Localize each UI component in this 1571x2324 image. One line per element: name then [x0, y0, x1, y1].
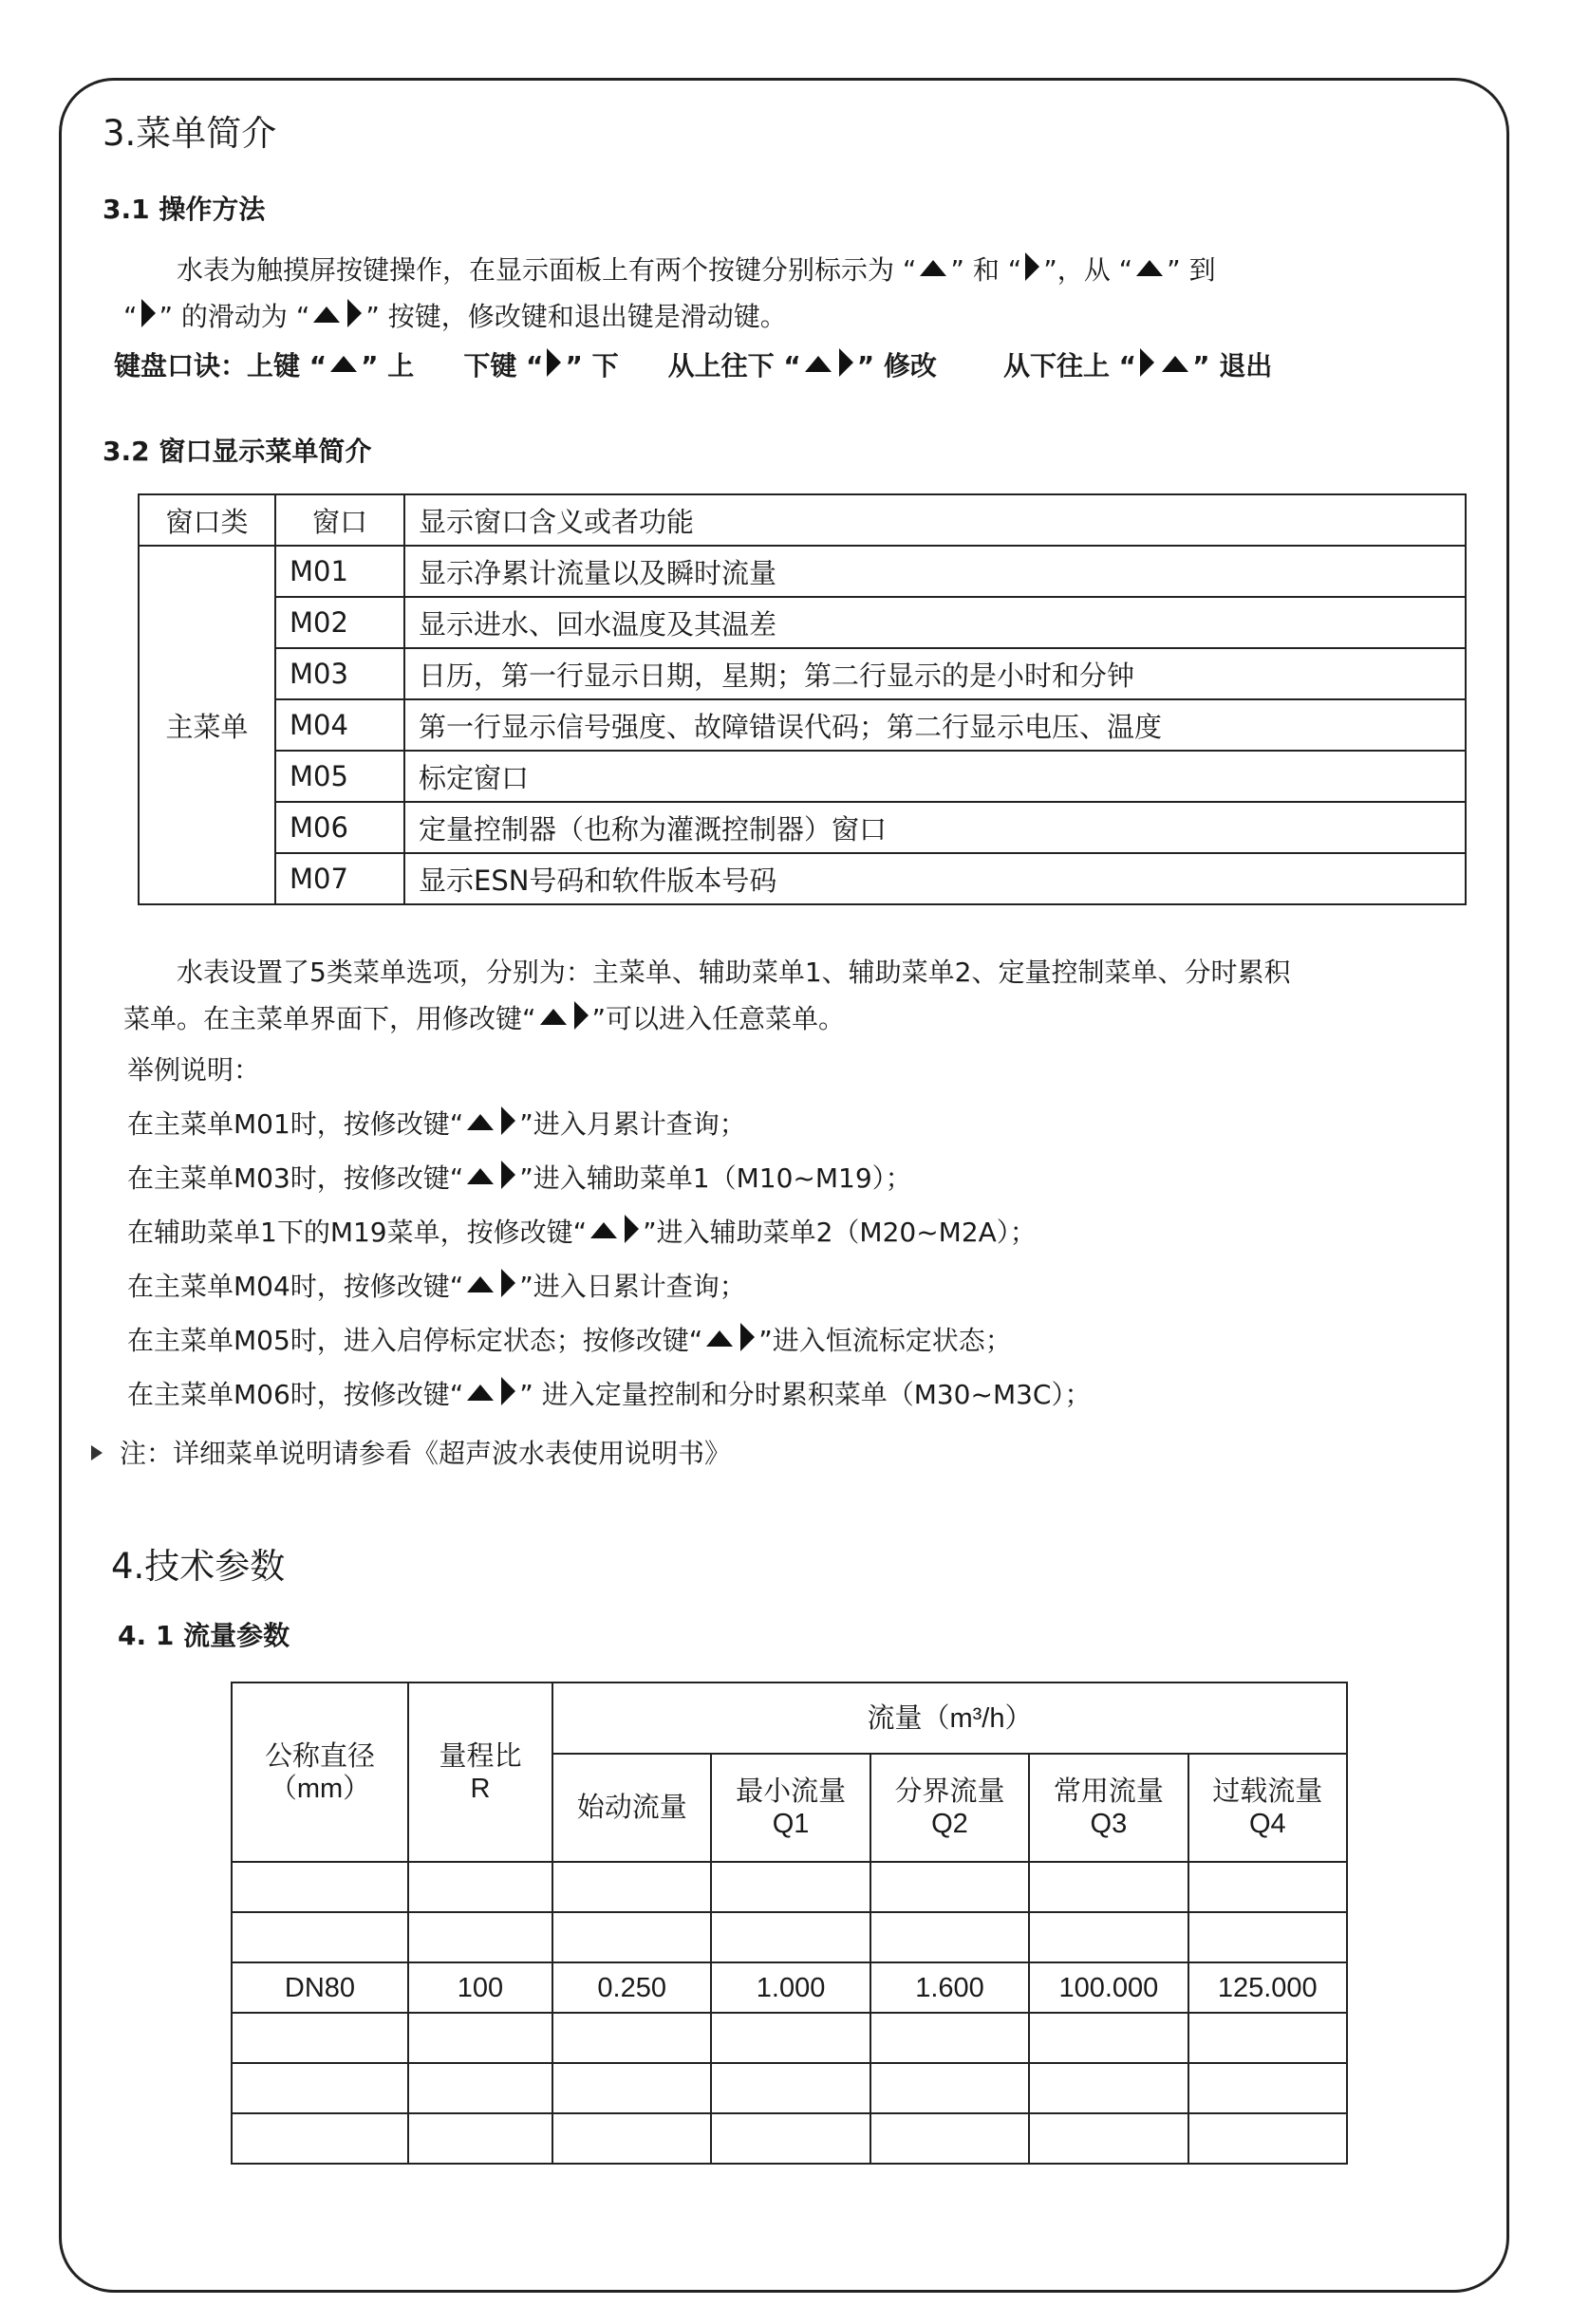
- right-key-icon: [501, 1106, 515, 1135]
- right-key-icon: [1025, 252, 1039, 281]
- up-key-icon: [920, 260, 946, 276]
- table-row: [232, 1962, 1347, 2013]
- cell-ratio: 100: [408, 1962, 552, 2013]
- cell-q1: 1.000: [711, 1962, 870, 2013]
- flow-group-header: 流量（m³/h）: [552, 1683, 1347, 1754]
- up-key-icon: [313, 307, 340, 323]
- cell-q4: 125.000: [1188, 1962, 1347, 2013]
- example-line: 在主菜单M05时，进入启停标定状态；按修改键“ ”进入恒流标定状态；: [127, 1325, 1012, 1356]
- up-key-icon: [467, 1168, 494, 1184]
- cell-q2: 1.600: [870, 1962, 1029, 2013]
- window-desc: 标定窗口: [404, 751, 1466, 802]
- table-row: [139, 751, 1466, 802]
- section-4-title: 4.技术参数: [111, 1546, 286, 1587]
- right-key-icon: [141, 299, 156, 327]
- cell-diameter: DN80: [232, 1962, 408, 2013]
- table-header-row: [232, 1683, 1347, 1754]
- window-code: M05: [275, 751, 404, 802]
- window-code: M06: [275, 802, 404, 853]
- window-code: M07: [275, 853, 404, 904]
- col-transition-flow: 分界流量 Q2: [870, 1754, 1029, 1862]
- example-line: 在主菜单M06时，按修改键“ ” 进入定量控制和分时累积菜单（M30~M3C）；: [127, 1379, 1092, 1410]
- para1-line2: “ ” 的滑动为 “ ” 按键，修改键和退出键是滑动键。: [123, 301, 787, 332]
- window-code: M04: [275, 699, 404, 751]
- col-min-flow: 最小流量 Q1: [711, 1754, 870, 1862]
- right-key-icon: [625, 1215, 639, 1243]
- table-row-empty: [232, 1862, 1347, 1912]
- para1-line1: 水表为触摸屏按键操作，在显示面板上有两个按键分别标示为 “ ” 和 “ ”，从 “ ” 到: [177, 254, 1216, 286]
- col-overload-flow: 过载流量 Q4: [1188, 1754, 1347, 1862]
- col-start-flow: 始动流量: [552, 1754, 711, 1862]
- window-desc: 显示净累计流量以及瞬时流量: [404, 546, 1466, 597]
- example-title: 举例说明：: [127, 1054, 261, 1086]
- para2-line2: 菜单。在主菜单界面下，用修改键“ ”可以进入任意菜单。: [123, 1003, 846, 1034]
- up-key-icon: [467, 1114, 494, 1130]
- window-code: M02: [275, 597, 404, 648]
- table-row: [139, 853, 1466, 904]
- cell-q3: 100.000: [1029, 1962, 1188, 2013]
- note-line: 注：详细菜单说明请参看《超声波水表使用说明书》: [91, 1433, 731, 1471]
- window-code: M01: [275, 546, 404, 597]
- up-key-icon: [467, 1276, 494, 1292]
- section-3-title: 3.菜单简介: [103, 113, 277, 154]
- para2-line1: 水表设置了5类菜单选项，分别为：主菜单、辅助菜单1、辅助菜单2、定量控制菜单、分时累积: [177, 957, 1291, 988]
- right-key-icon: [347, 299, 362, 327]
- up-key-icon: [1162, 356, 1188, 372]
- table-row: [139, 802, 1466, 853]
- subsection-3-2-title: 3.2 窗口显示菜单简介: [103, 436, 372, 467]
- example-line: 在主菜单M01时，按修改键“ ”进入月累计查询；: [127, 1108, 746, 1140]
- bullet-icon: [91, 1445, 103, 1460]
- table-header-row: [139, 494, 1466, 546]
- subsection-4-1-title: 4. 1 流量参数: [118, 1620, 290, 1651]
- window-code: M03: [275, 648, 404, 699]
- right-key-icon: [740, 1323, 755, 1351]
- window-desc: 定量控制器（也称为灌溉控制器）窗口: [404, 802, 1466, 853]
- up-key-icon: [467, 1385, 494, 1401]
- col-function: 显示窗口含义或者功能: [404, 494, 1466, 546]
- right-key-icon: [501, 1161, 515, 1189]
- table-row-empty: [232, 2113, 1347, 2164]
- up-key-icon: [330, 356, 357, 372]
- menu-window-table: [138, 493, 1467, 905]
- example-line: 在辅助菜单1下的M19菜单，按修改键“ ”进入辅助菜单2（M20~M2A）；: [127, 1217, 1037, 1248]
- example-line: 在主菜单M03时，按修改键“ ”进入辅助菜单1（M10~M19）；: [127, 1162, 912, 1194]
- up-key-icon: [1136, 260, 1163, 276]
- key-mnemonic-line: 键盘口诀：上键 “ ” 上 下键 “ ” 下 从上往下 “ ” 修改 从下往上 “ ” 退出: [114, 350, 1273, 381]
- col-permanent-flow: 常用流量 Q3: [1029, 1754, 1188, 1862]
- group-main-menu: 主菜单: [139, 546, 275, 904]
- col-nominal-diameter: 公称直径 （mm）: [232, 1683, 408, 1862]
- table-row-empty: [232, 1912, 1347, 1962]
- up-key-icon: [540, 1009, 567, 1025]
- col-window-class: 窗口类: [139, 494, 275, 546]
- window-desc: 显示ESN号码和软件版本号码: [404, 853, 1466, 904]
- right-key-icon: [547, 348, 561, 377]
- subsection-3-1-title: 3.1 操作方法: [103, 194, 266, 225]
- window-desc: 第一行显示信号强度、故障错误代码；第二行显示电压、温度: [404, 699, 1466, 751]
- example-line: 在主菜单M04时，按修改键“ ”进入日累计查询；: [127, 1271, 746, 1302]
- right-key-icon: [501, 1269, 515, 1297]
- table-row: [139, 546, 1466, 597]
- flow-parameter-table: [231, 1682, 1348, 2165]
- table-row: [139, 699, 1466, 751]
- table-row: [139, 648, 1466, 699]
- table-row: [139, 597, 1466, 648]
- window-desc: 日历，第一行显示日期，星期；第二行显示的是小时和分钟: [404, 648, 1466, 699]
- col-range-ratio: 量程比 R: [408, 1683, 552, 1862]
- up-key-icon: [706, 1330, 733, 1347]
- window-desc: 显示进水、回水温度及其温差: [404, 597, 1466, 648]
- right-key-icon: [574, 1001, 589, 1030]
- right-key-icon: [839, 348, 853, 377]
- table-row-empty: [232, 2013, 1347, 2063]
- table-row-empty: [232, 2063, 1347, 2113]
- up-key-icon: [590, 1222, 617, 1238]
- cell-start-flow: 0.250: [552, 1962, 711, 2013]
- col-window: 窗口: [275, 494, 404, 546]
- right-key-icon: [501, 1377, 515, 1405]
- right-key-icon: [1140, 348, 1154, 377]
- up-key-icon: [805, 356, 832, 372]
